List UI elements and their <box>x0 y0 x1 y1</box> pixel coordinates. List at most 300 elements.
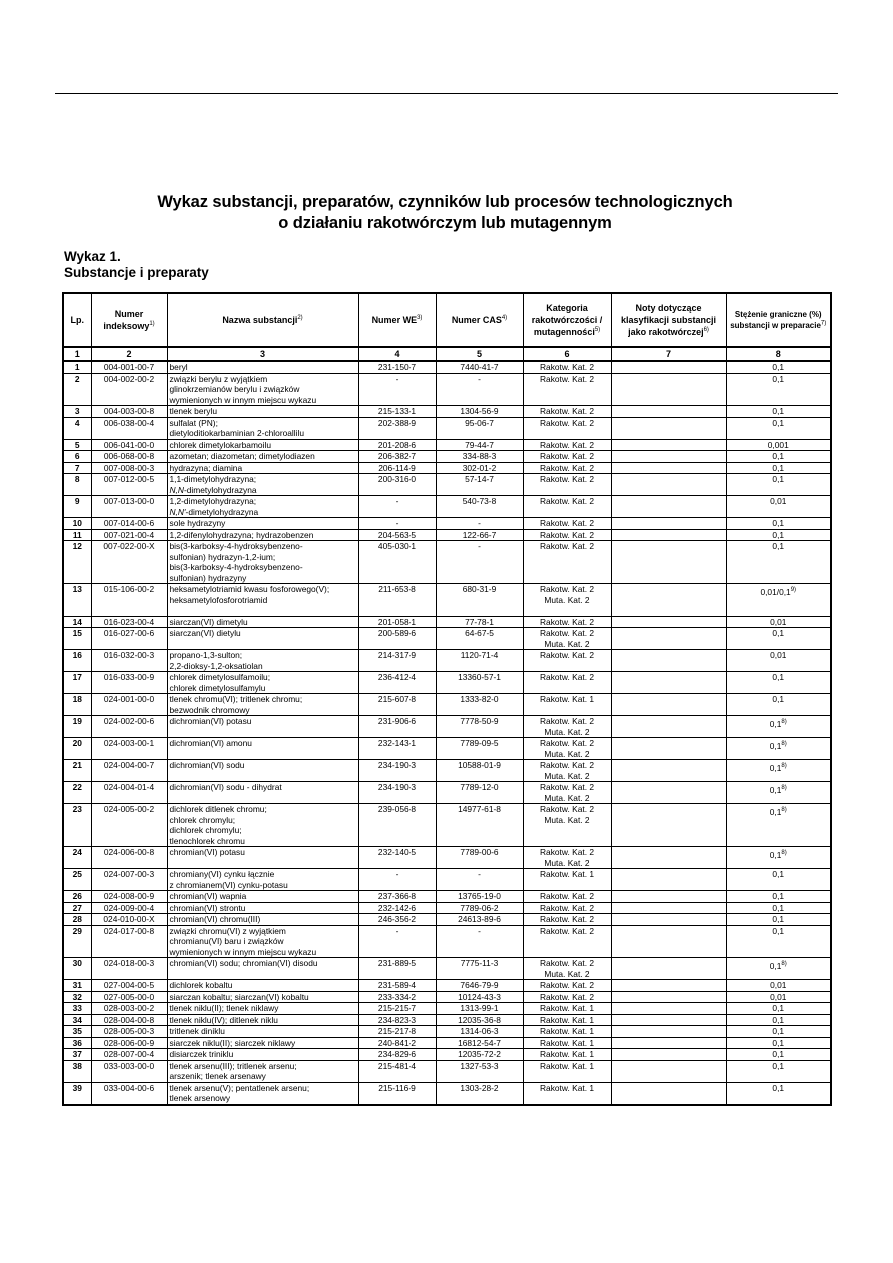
cell-cas-number: - <box>436 925 523 958</box>
category-line: Rakotw. Kat. 1 <box>540 1014 594 1025</box>
cell-lp: 16 <box>63 650 91 672</box>
table-row <box>63 1014 831 1026</box>
cell-category <box>523 439 611 451</box>
cell-substance-name <box>167 439 358 451</box>
cell-lp: 6 <box>63 451 91 463</box>
cell-lp: 13 <box>63 584 91 617</box>
cell-lp: 38 <box>63 1060 91 1082</box>
cell-we-number: 206-382-7 <box>358 451 436 463</box>
cell-notes <box>611 373 726 406</box>
category-line: Rakotw. Kat. 2 <box>540 529 594 540</box>
table-row <box>63 925 831 958</box>
cell-category <box>523 902 611 914</box>
table-row <box>63 406 831 418</box>
cell-index-number: 007-021-00-4 <box>91 529 167 541</box>
section-heading <box>64 249 209 281</box>
cell-category <box>523 782 611 804</box>
cell-cas-number: 7775-11-3 <box>436 958 523 980</box>
cell-notes <box>611 496 726 518</box>
cell-substance-name <box>167 650 358 672</box>
cell-cas-number: 680-31-9 <box>436 584 523 617</box>
category-line: Rakotw. Kat. 2 <box>540 760 594 770</box>
cell-index-number: 028-006-00-9 <box>91 1037 167 1049</box>
header-notes: Noty dotyczące klasyfikacji substancji jako rakotwórczej$^{6)}$ <box>611 293 726 347</box>
cell-concentration <box>726 847 831 869</box>
substance-name-line: chromian(VI) strontu <box>169 902 246 913</box>
cell-index-number: 024-004-01-4 <box>91 782 167 804</box>
substance-name-line: dichromian(VI) potasu <box>169 716 252 726</box>
category-line: Muta. Kat. 2 <box>544 748 590 759</box>
cell-we-number: 234-823-3 <box>358 1014 436 1026</box>
table-row <box>63 672 831 694</box>
footnote-marker: 8) <box>781 807 787 814</box>
cell-cas-number: - <box>436 373 523 406</box>
substance-name-line: sulfonian) hydrazyny <box>169 572 247 583</box>
cell-cas-number: 12035-36-8 <box>436 1014 523 1026</box>
column-number: 5 <box>436 347 523 361</box>
concentration-value: 0,1 <box>769 741 782 751</box>
substance-name-line: N,N'-dimetylohydrazyna <box>169 506 259 517</box>
document-title-line-1: Wykaz substancji, preparatów, czynników lub procesów technologicznych <box>157 193 733 211</box>
cell-lp: 37 <box>63 1049 91 1061</box>
concentration-value: 0,01 <box>770 650 787 660</box>
cell-index-number: 024-004-00-7 <box>91 760 167 782</box>
cell-concentration <box>726 1014 831 1026</box>
cell-index-number: 028-004-00-8 <box>91 1014 167 1026</box>
cell-lp: 9 <box>63 496 91 518</box>
concentration-value: 0,1 <box>772 451 785 461</box>
cell-notes <box>611 869 726 891</box>
column-number-row <box>63 347 831 361</box>
concentration-value: 0,1 <box>772 672 785 682</box>
concentration-value: 0,1 <box>769 807 782 817</box>
cell-concentration <box>726 804 831 847</box>
cell-category <box>523 1060 611 1082</box>
category-line: Rakotw. Kat. 1 <box>540 1049 594 1059</box>
cell-concentration <box>726 991 831 1003</box>
category-line: Rakotw. Kat. 2 <box>540 628 594 638</box>
cell-we-number: 231-150-7 <box>358 361 436 373</box>
cell-substance-name <box>167 417 358 439</box>
cell-category <box>523 628 611 650</box>
table-row <box>63 584 831 617</box>
cell-we-number: 201-208-6 <box>358 439 436 451</box>
table-row <box>63 1082 831 1105</box>
concentration-value: 0,1 <box>772 474 785 484</box>
cell-concentration <box>726 1037 831 1049</box>
header-category: Kategoria rakotwórczości / mutagenności$^{5)}$ <box>523 293 611 347</box>
cell-concentration <box>726 925 831 958</box>
cell-substance-name <box>167 1082 358 1105</box>
cell-we-number: 204-563-5 <box>358 529 436 541</box>
category-line: Rakotw. Kat. 2 <box>540 451 594 461</box>
cell-cas-number: 1120-71-4 <box>436 650 523 672</box>
cell-notes <box>611 1026 726 1038</box>
section-label: Wykaz 1. <box>64 249 121 264</box>
cell-category <box>523 1014 611 1026</box>
cell-notes <box>611 902 726 914</box>
cell-index-number: 024-001-00-0 <box>91 694 167 716</box>
header-index-number: Numer indeksowy$^{1)}$ <box>91 293 167 347</box>
substance-name-line: tlenochlorek chromu <box>169 835 245 846</box>
substance-name-line: siarczan(VI) dimetylu <box>169 616 248 627</box>
category-line: Rakotw. Kat. 2 <box>540 474 594 484</box>
cell-category <box>523 496 611 518</box>
cell-notes <box>611 439 726 451</box>
table-row <box>63 914 831 926</box>
table-row <box>63 1037 831 1049</box>
cell-lp: 12 <box>63 541 91 584</box>
category-line: Rakotw. Kat. 2 <box>540 417 594 428</box>
category-line: Muta. Kat. 2 <box>544 814 590 825</box>
substance-name-line: tritlenek diniklu <box>169 1026 225 1036</box>
concentration-value: 0,1 <box>772 925 785 936</box>
category-line: Rakotw. Kat. 2 <box>540 439 594 450</box>
category-line: Rakotw. Kat. 2 <box>540 958 594 968</box>
cell-substance-name <box>167 991 358 1003</box>
table-row <box>63 496 831 518</box>
cell-substance-name <box>167 496 358 518</box>
footnote-marker: 9) <box>790 587 797 594</box>
category-line: Rakotw. Kat. 2 <box>540 518 594 528</box>
cell-we-number: 405-030-1 <box>358 541 436 584</box>
substance-name-line: sulfonian) hydrazyn-1,2-ium; <box>169 551 276 562</box>
cell-cas-number: 12035-72-2 <box>436 1049 523 1061</box>
cell-cas-number: 77-78-1 <box>436 616 523 628</box>
cell-notes <box>611 462 726 474</box>
cell-substance-name <box>167 1049 358 1061</box>
cell-category <box>523 694 611 716</box>
cell-cas-number: 13765-19-0 <box>436 891 523 903</box>
cell-we-number: 214-317-9 <box>358 650 436 672</box>
substance-name-line <box>170 605 356 616</box>
cell-substance-name <box>167 462 358 474</box>
substance-name-line: tlenek niklu(II); tlenek niklawy <box>169 1003 279 1013</box>
category-line: Rakotw. Kat. 2 <box>540 847 594 857</box>
cell-substance-name <box>167 782 358 804</box>
column-number: 1 <box>63 347 91 361</box>
category-line: Muta. Kat. 2 <box>544 638 590 649</box>
cell-cas-number: 79-44-7 <box>436 439 523 451</box>
cell-notes <box>611 1037 726 1049</box>
category-line: Rakotw. Kat. 2 <box>540 496 594 506</box>
cell-we-number: 232-142-6 <box>358 902 436 914</box>
cell-concentration <box>726 541 831 584</box>
cell-substance-name <box>167 958 358 980</box>
cell-substance-name <box>167 1026 358 1038</box>
cell-lp: 34 <box>63 1014 91 1026</box>
cell-category <box>523 616 611 628</box>
cell-lp: 3 <box>63 406 91 418</box>
cell-category <box>523 1003 611 1015</box>
table-row <box>63 628 831 650</box>
cell-substance-name <box>167 529 358 541</box>
cell-we-number: - <box>358 925 436 958</box>
concentration-value: 0,1 <box>769 785 782 795</box>
cell-lp: 27 <box>63 902 91 914</box>
header-concentration: Stężenie graniczne (%) substancji w preparacie$^{7)}$ <box>726 293 831 347</box>
cell-substance-name <box>167 672 358 694</box>
substance-name-line: chromian(VI) chromu(III) <box>169 914 261 924</box>
substance-name-line: chromiany(VI) cynku łącznie <box>169 869 275 879</box>
cell-cas-number: 1333-82-0 <box>436 694 523 716</box>
section-title: Substancje i preparaty <box>64 265 209 280</box>
header-we-number: Numer WE$^{3)}$ <box>358 293 436 347</box>
concentration-value: 0,1 <box>769 850 782 860</box>
cell-concentration <box>726 373 831 406</box>
cell-concentration <box>726 760 831 782</box>
cell-index-number: 006-041-00-0 <box>91 439 167 451</box>
cell-lp: 39 <box>63 1082 91 1105</box>
category-line: Rakotw. Kat. 2 <box>540 991 594 1002</box>
substance-name-line: tlenek berylu <box>169 406 217 416</box>
table-row <box>63 1060 831 1082</box>
concentration-value: 0,1 <box>772 1003 785 1013</box>
cell-lp: 1 <box>63 361 91 373</box>
table-row <box>63 738 831 760</box>
cell-category <box>523 406 611 418</box>
cell-lp: 36 <box>63 1037 91 1049</box>
cell-substance-name <box>167 616 358 628</box>
cell-cas-number: 7789-06-2 <box>436 902 523 914</box>
cell-index-number: 024-006-00-8 <box>91 847 167 869</box>
cell-category <box>523 462 611 474</box>
concentration-value: 0,1 <box>769 719 782 729</box>
cell-substance-name <box>167 1003 358 1015</box>
cell-category <box>523 891 611 903</box>
substance-name-line: chromian(VI) wapnia <box>169 891 247 901</box>
cell-index-number: 027-005-00-0 <box>91 991 167 1003</box>
cell-lp: 15 <box>63 628 91 650</box>
substance-name-line: tlenek niklu(IV); ditlenek niklu <box>169 1014 278 1025</box>
table-row <box>63 958 831 980</box>
cell-concentration <box>726 616 831 628</box>
footnote-marker: 8) <box>781 961 787 968</box>
cell-category <box>523 541 611 584</box>
cell-we-number: 215-481-4 <box>358 1060 436 1082</box>
cell-category <box>523 925 611 958</box>
substance-name-line: siarczan(VI) dietylu <box>169 628 241 638</box>
table-row <box>63 462 831 474</box>
concentration-value: 0,1 <box>772 628 785 638</box>
cell-index-number: 007-008-00-3 <box>91 462 167 474</box>
substances-table <box>62 292 832 1106</box>
table-row <box>63 417 831 439</box>
substance-name-line: beryl <box>169 362 188 372</box>
category-line: Rakotw. Kat. 1 <box>540 1037 594 1048</box>
cell-notes <box>611 616 726 628</box>
table-body <box>63 361 831 1105</box>
cell-concentration <box>726 694 831 716</box>
header-cas-number: Numer CAS$^{4)}$ <box>436 293 523 347</box>
cell-notes <box>611 782 726 804</box>
category-line: Rakotw. Kat. 1 <box>540 1026 594 1036</box>
cell-cas-number: - <box>436 541 523 584</box>
cell-notes <box>611 541 726 584</box>
concentration-value: 0,001 <box>767 439 789 450</box>
column-number: 3 <box>167 347 358 361</box>
category-line: Rakotw. Kat. 2 <box>540 804 594 814</box>
cell-category <box>523 672 611 694</box>
cell-index-number: 027-004-00-5 <box>91 980 167 992</box>
table-row <box>63 804 831 847</box>
cell-lp: 8 <box>63 474 91 496</box>
cell-cas-number: 122-66-7 <box>436 529 523 541</box>
cell-lp: 2 <box>63 373 91 406</box>
cell-concentration <box>726 869 831 891</box>
cell-lp: 30 <box>63 958 91 980</box>
document-title-line-2: o działaniu rakotwórczym lub mutagennym <box>278 214 612 232</box>
cell-we-number: - <box>358 518 436 530</box>
category-line: Rakotw. Kat. 2 <box>540 782 594 792</box>
cell-index-number: 033-003-00-0 <box>91 1060 167 1082</box>
category-line: Rakotw. Kat. 2 <box>540 925 594 936</box>
table-row <box>63 650 831 672</box>
cell-concentration <box>726 361 831 373</box>
cell-category <box>523 1037 611 1049</box>
cell-lp: 10 <box>63 518 91 530</box>
cell-notes <box>611 1014 726 1026</box>
cell-lp: 22 <box>63 782 91 804</box>
category-line: Muta. Kat. 2 <box>544 770 590 781</box>
cell-we-number: 215-607-8 <box>358 694 436 716</box>
cell-concentration <box>726 914 831 926</box>
cell-notes <box>611 628 726 650</box>
cell-cas-number: 7646-79-9 <box>436 980 523 992</box>
cell-lp: 33 <box>63 1003 91 1015</box>
concentration-value: 0,1 <box>769 961 782 971</box>
cell-cas-number: 1314-06-3 <box>436 1026 523 1038</box>
cell-we-number: 201-058-1 <box>358 616 436 628</box>
category-line: Rakotw. Kat. 2 <box>540 362 594 372</box>
table-row <box>63 991 831 1003</box>
cell-concentration <box>726 782 831 804</box>
cell-index-number: 016-027-00-6 <box>91 628 167 650</box>
cell-cas-number: - <box>436 869 523 891</box>
substance-name-line: dietyloditiokarbaminian 2-chloroallilu <box>169 428 305 438</box>
cell-concentration <box>726 474 831 496</box>
category-line: Rakotw. Kat. 2 <box>540 891 594 901</box>
concentration-value: 0,01 <box>770 980 787 990</box>
cell-substance-name <box>167 902 358 914</box>
cell-cas-number: 1304-56-9 <box>436 406 523 418</box>
cell-concentration <box>726 1003 831 1015</box>
cell-index-number: 015-106-00-2 <box>91 584 167 617</box>
footnote-marker: 8) <box>781 719 787 726</box>
cell-we-number: 231-889-5 <box>358 958 436 980</box>
substance-name-line: arszenik; tlenek arsenawy <box>169 1071 266 1081</box>
cell-lp: 4 <box>63 417 91 439</box>
cell-notes <box>611 584 726 617</box>
cell-category <box>523 991 611 1003</box>
cell-category <box>523 373 611 406</box>
cell-substance-name <box>167 406 358 418</box>
substance-name-line: 1,1-dimetylohydrazyna; <box>169 474 257 484</box>
cell-index-number: 004-001-00-7 <box>91 361 167 373</box>
cell-index-number: 006-068-00-8 <box>91 451 167 463</box>
category-line: Rakotw. Kat. 2 <box>540 373 594 384</box>
cell-cas-number: 1303-28-2 <box>436 1082 523 1105</box>
cell-lp: 20 <box>63 738 91 760</box>
cell-notes <box>611 529 726 541</box>
cell-index-number: 006-038-00-4 <box>91 417 167 439</box>
cell-we-number: - <box>358 373 436 406</box>
table-row <box>63 1049 831 1061</box>
cell-we-number: 239-056-8 <box>358 804 436 847</box>
concentration-value: 0,01 <box>770 616 787 627</box>
cell-concentration <box>726 417 831 439</box>
cell-category <box>523 1049 611 1061</box>
category-line: Rakotw. Kat. 2 <box>540 650 594 660</box>
cell-notes <box>611 847 726 869</box>
concentration-value: 0,1 <box>772 417 785 428</box>
cell-notes <box>611 925 726 958</box>
table-row <box>63 760 831 782</box>
cell-category <box>523 1082 611 1105</box>
table-row <box>63 474 831 496</box>
cell-concentration <box>726 672 831 694</box>
substance-name-line: N,N-dimetylohydrazyna <box>169 484 257 495</box>
category-line: Rakotw. Kat. 2 <box>540 738 594 748</box>
cell-concentration <box>726 891 831 903</box>
footnote-marker: 8) <box>781 741 787 748</box>
cell-lp: 17 <box>63 672 91 694</box>
column-number: 2 <box>91 347 167 361</box>
substance-name-line: 1,2-difenylohydrazyna; hydrazobenzen <box>169 529 314 540</box>
cell-we-number: 234-829-6 <box>358 1049 436 1061</box>
concentration-value: 0,1 <box>772 869 785 879</box>
cell-cas-number: 7789-00-6 <box>436 847 523 869</box>
category-line: Muta. Kat. 2 <box>544 792 590 803</box>
cell-index-number: 024-002-00-6 <box>91 716 167 738</box>
cell-cas-number: 1313-99-1 <box>436 1003 523 1015</box>
cell-we-number: 202-388-9 <box>358 417 436 439</box>
cell-concentration <box>726 716 831 738</box>
cell-notes <box>611 1049 726 1061</box>
category-line: Rakotw. Kat. 2 <box>540 584 594 594</box>
header-substance-name: Nazwa substancji$^{2)}$ <box>167 293 358 347</box>
substance-name-line: tlenek arsenowy <box>169 1093 231 1103</box>
concentration-value: 0,01/0,1 <box>760 587 791 597</box>
cell-index-number: 024-017-00-8 <box>91 925 167 958</box>
substance-name-line: dichromian(VI) sodu - dihydrat <box>169 782 282 792</box>
cell-cas-number: 10588-01-9 <box>436 760 523 782</box>
cell-lp: 23 <box>63 804 91 847</box>
cell-notes <box>611 694 726 716</box>
category-line: Rakotw. Kat. 2 <box>540 462 594 473</box>
substance-name-line: heksametylofosforotriamid <box>169 594 268 605</box>
cell-substance-name <box>167 541 358 584</box>
cell-index-number: 024-003-00-1 <box>91 738 167 760</box>
concentration-value: 0,1 <box>772 694 785 704</box>
cell-cas-number: - <box>436 518 523 530</box>
substance-name-line: chlorek chromylu; <box>169 814 236 825</box>
substance-name-line: dichromian(VI) amonu <box>169 738 252 748</box>
cell-we-number: 215-217-8 <box>358 1026 436 1038</box>
cell-we-number: 211-653-8 <box>358 584 436 617</box>
table-row <box>63 518 831 530</box>
cell-category <box>523 716 611 738</box>
cell-index-number: 024-007-00-3 <box>91 869 167 891</box>
concentration-value: 0,1 <box>772 1049 785 1059</box>
category-line: Rakotw. Kat. 1 <box>540 1060 594 1071</box>
cell-concentration <box>726 584 831 617</box>
table-row <box>63 902 831 914</box>
cell-substance-name <box>167 451 358 463</box>
cell-notes <box>611 650 726 672</box>
cell-substance-name <box>167 914 358 926</box>
cell-concentration <box>726 518 831 530</box>
